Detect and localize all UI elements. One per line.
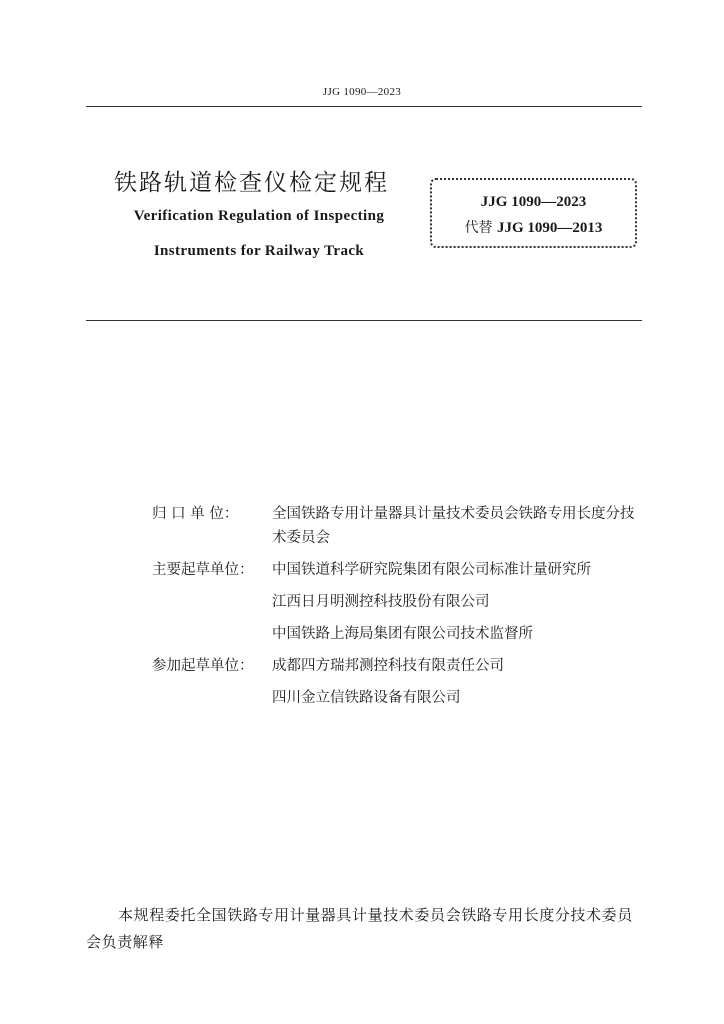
responsible-unit-values: [272, 502, 648, 558]
main-drafters-label: 主要起草单位：: [152, 562, 254, 578]
responsible-unit-row: [152, 502, 648, 558]
responsible-unit-label: 归 口 单 位：: [152, 506, 239, 522]
participating-drafters-label: 参加起草单位：: [152, 658, 254, 674]
code-box-replaces: [432, 217, 635, 237]
participating-drafters-values: [272, 654, 648, 718]
main-drafter-1: 中国铁道科学研究院集团有限公司标准计量研究所: [272, 562, 591, 578]
title-english-line1: Verification Regulation of Inspecting: [133, 208, 385, 224]
replace-label: 代替: [464, 220, 493, 236]
participating-drafter-1: 成都四方瑞邦测控科技有限责任公司: [272, 658, 504, 674]
header-standard-code: JJG 1090—2023: [322, 86, 402, 98]
organizations-block: [152, 502, 648, 718]
bottom-divider: [86, 320, 642, 321]
participating-drafter-2: 四川金立信铁路设备有限公司: [272, 690, 461, 706]
replace-code: JJG 1090—2013: [497, 220, 603, 236]
responsible-unit-value: 全国铁路专用计量器具计量技术委员会铁路专用长度分技术委员会: [272, 506, 635, 546]
main-drafter-3: 中国铁路上海局集团有限公司技术监督所: [272, 626, 533, 642]
main-drafters-row: [152, 558, 648, 654]
main-drafters-values: [272, 558, 648, 654]
title-chinese: 铁路轨道检查仪检定规程: [114, 170, 389, 196]
top-divider: [86, 106, 642, 107]
code-box-code: JJG 1090—2023: [480, 194, 587, 210]
standard-code-box: [430, 178, 637, 248]
title-english-line2: Instruments for Railway Track: [153, 243, 365, 259]
interpretation-note: 本规程委托全国铁路专用计量器具计量技术委员会铁路专用长度分技术委员会负责解释: [86, 906, 633, 951]
participating-drafters-row: [152, 654, 648, 718]
main-drafter-2: 江西日月明测控科技股份有限公司: [272, 594, 490, 610]
